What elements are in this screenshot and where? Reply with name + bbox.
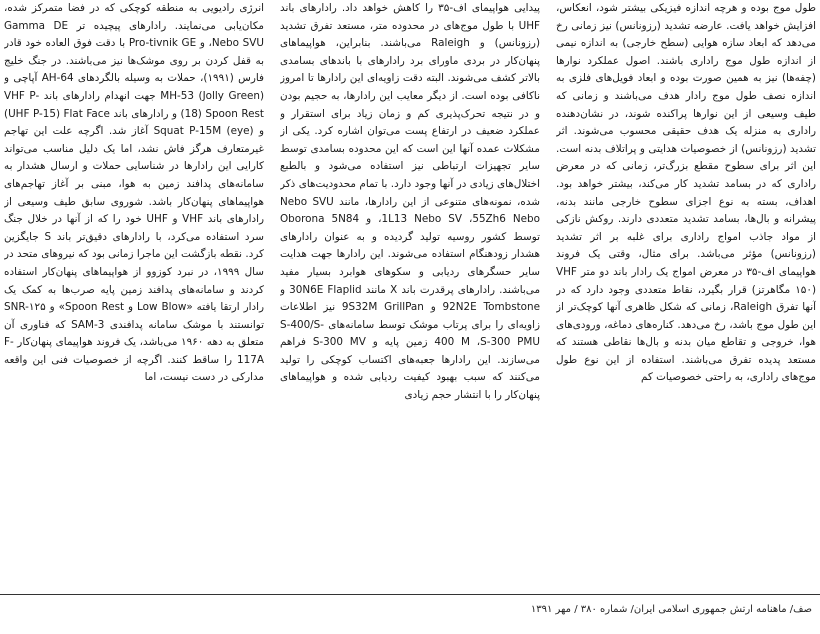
column-left-text: انرژی رادیویی به منطقه کوچکی که در فضا متمرکز شده، مکان‌یابی می‌نمایند. رادارهای پیچیده تر Gamma DE ،Nebo SVU و Pro-tivnik GE با دقت فوق العاده خود قادر به قفل کردن بر روی موشک‌ها نیز می‌باشند. در جنگ خلیج فارس (۱۹۹۱)، حملات به وسیله بالگردهای AH-64 آپاچی و MH-53 (Jolly Green) جهت انهدام رادارهای باند VHF P-18) Spoon Rest) و رادارهای باند UHF P-15) Flat Face) و (Squat P-15M (eye آغاز شد. اگرچه علت این تهاجم غیرمتعارف هرگز فاش نشد، اما یک دلیل مناسب می‌تواند کارایی این رادارها در شناسایی حملات و ارسال هشدار به سامانه‌های پدافند زمین به هوا، مبنی بر آغاز تهاجم‌های هواپیماهای پنهان‌کار باشد. شوروی سابق طیف وسیعی از رادارهای باند VHF و UHF خود را که از آنها در خلال جنگ سرد استفاده می‌کرد، با رادارهای دقیق‌تر باند S جایگزین کرد. نقطه بازگشت این ماجرا زمانی بود که نیروهای متحد در سال ۱۹۹۹، در نبرد کوزوو از هواپیماهای پنهان‌کار استفاده کردند و سامانه‌های پدافند زمین پایه صرب‌ها به کمک یک رادار ارتقا یافته «Low Blow و Spoon Rest» و SNR-۱۲۵ توانستند با موشک سامانه پدافندی SAM-3 که فناوری آن متعلق به دهه ۱۹۶۰ می‌باشد، یک فروند هواپیمای پنهان‌کار F-117A را ساقط کنند. اگرچه از خصوصیات فنی این واقعه مدارکی در دست نیست، اما bbox=[4, 2, 264, 384]
column-right bbox=[556, 0, 816, 592]
column-left bbox=[4, 0, 264, 592]
article-columns bbox=[4, 0, 816, 592]
column-middle bbox=[280, 0, 540, 592]
column-right-text: طول موج بوده و هرچه اندازه فیزیکی بیشتر شود، انعکاس، افزایش خواهد یافت. عارضه تشدید (رزونانس) نیز زمانی رخ می‌دهد که ابعاد سازه هوایی (سطح خارجی) به اندازه نیمی از اندازه طول موج راداری باشند. اصول عملکرد نوارها (چفه‌ها) نیز به همین صورت بوده و ابعاد فویل‌های فلزی به اندازه نصف طول موج رادار هدف می‌باشند و زمانی که طیف وسیعی از این نوارها پراکنده شوند، در نشان‌دهنده راداری به منزله یک هدف حقیقی محسوب می‌شوند. اثر تشدید (رزونانس) از خصوصیات هدایتی و پراتلاف بدنه است. این اثر برای سطوح مقطع بزرگ‌تر، زمانی که در معرض راداری که در بسامد تشدید کار می‌کند، بیشتر خواهد بود. اهداف، بسته به نوع اجزای سطوح خارجی مانند بدنه، پیشرانه و بال‌ها، بسامد تشدید متعددی دارند. روکش نازکی از مواد جاذب امواج راداری برای غلبه بر اثر تشدید (رزونانس) مؤثر می‌باشد. برای مثال، وقتی یک فروند هواپیمای اف-۳۵ در معرض امواج یک رادار باند دو متر VHF (۱۵۰ مگاهرتز) قرار بگیرد، نقاط متعددی وجود دارد که در آنها تفرق Raleigh، زمانی که شکل ظاهری آنها کوچک‌تر از این طول موج باشد، رخ می‌دهد. کناره‌های دماغه، ورودی‌های هوا، خروجی و تقاطع میان بدنه و بال‌ها نقاطی هستند که مستعد پدیده تفرق می‌باشند. استفاده از این نوع طول موج‌های راداری، به راحتی خصوصیات کم bbox=[556, 2, 816, 384]
footer-divider bbox=[0, 594, 820, 595]
column-middle-text: پیدایی هواپیمای اف-۳۵ را کاهش خواهد داد. رادارهای باند UHF با طول موج‌های در محدوده متر، مستعد تفرق تشدید (رزونانس) و Raleigh می‌باشند. بنابراین، هواپیماهای پنهان‌کار در بردی ماورای برد رادارهای با باندهای بسامدی بالاتر کشف می‌شوند. البته دقت زاویه‌ای این رادارها تا امروز ناکافی بوده است. از دیگر معایب این رادارها، به حجیم بودن و در نتیجه تحرک‌پذیری کم و زمان زیاد برای استقرار و عملکرد ضعیف در ارتفاع پست می‌توان اشاره کرد. یکی از مشکلات عمده آنها این است که این محدوده بسامدی توسط سایر تجهیزات ارتباطی نیز استفاده می‌شود و بالطبع اختلال‌های زیادی در آنها وجود دارد. با تمام محدودیت‌های ذکر شده، نمونه‌های متنوعی از این رادارها، مانند Nebo SVU ،1L13 Nebo SV ،55Zh6 Nebo و Oborona 5N84 توسط کشور روسیه تولید گردیده و به عنوان رادارهای هشدار زودهنگام استفاده می‌شوند. این رادارها جهت هدایت سایر حسگرهای ردیابی و سکوهای هوابرد بسیار مفید می‌باشند. رادارهای پرقدرت باند X مانند 30N6E Flaplid و 92N2E Tombstone و 9S32M GrillPan نیز اطلاعات زاویه‌ای را برای پرتاب موشک توسط سامانه‌های S-400/S-400 M ،S-300 PMU زمین پایه و S-300 MV فراهم می‌سازند. این رادارها جعبه‌های اکتساب کوچکی را تولید می‌کنند که سبب بهبود کیفیت ردیابی شده و هواپیماهای پنهان‌کار را با انتشار حجم زیادی bbox=[280, 2, 540, 402]
page-footer: صف/ ماهنامه ارتش جمهوری اسلامی ایران/ شماره ۳۸۰ / مهر ۱۳۹۱ bbox=[530, 604, 812, 615]
